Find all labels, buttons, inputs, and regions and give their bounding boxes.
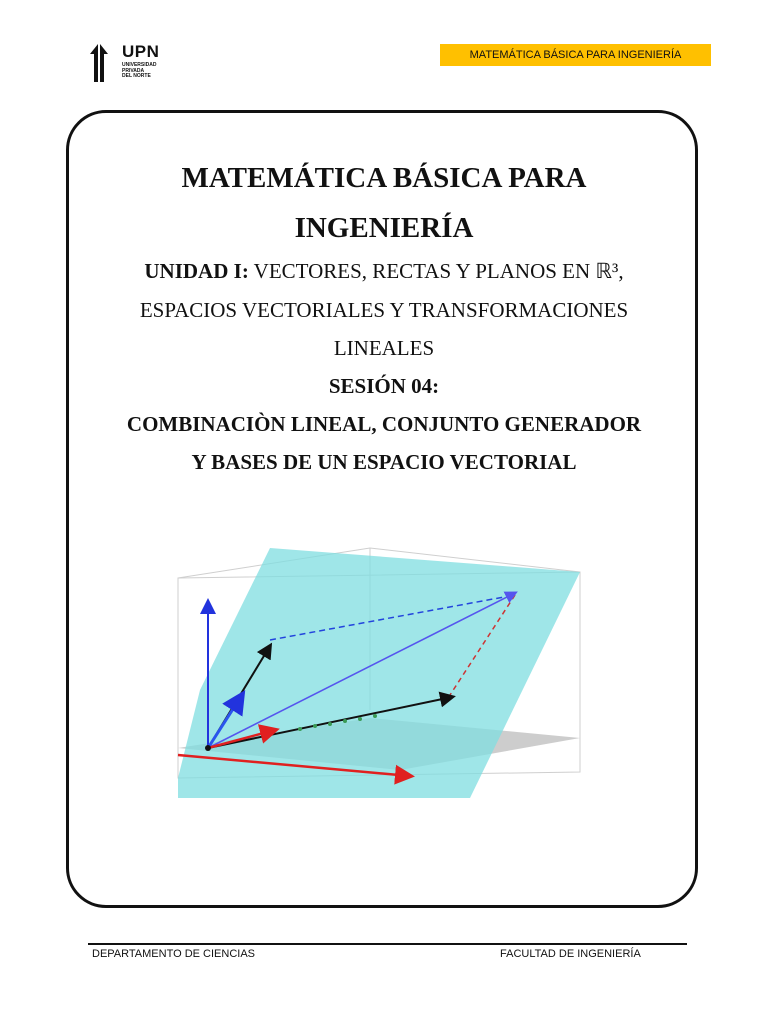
footer-rule bbox=[88, 943, 687, 945]
upn-logo bbox=[88, 42, 208, 88]
course-badge: MATEMÁTICA BÁSICA PARA INGENIERÍA bbox=[440, 44, 711, 66]
course-title-line2: INGENIERÍA bbox=[294, 212, 474, 244]
unit-label: UNIDAD I: bbox=[144, 259, 249, 283]
logo-name: UPN bbox=[122, 42, 160, 61]
unit-line2: ESPACIOS VECTORIALES Y TRANSFORMACIONES bbox=[139, 298, 629, 322]
footer-faculty: FACULTAD DE INGENIERÍA bbox=[500, 948, 641, 960]
vector-space-figure bbox=[170, 540, 590, 800]
unit-line1 bbox=[0, 259, 768, 284]
session-title-line1: COMBINACIÒN LINEAL, CONJUNTO GENERADOR bbox=[126, 412, 642, 436]
logo-subtitle: UNIVERSIDAD PRIVADA DEL NORTE bbox=[122, 62, 157, 79]
unit-line3: LINEALES bbox=[333, 336, 435, 360]
unit-text: VECTORES, RECTAS Y PLANOS EN ℝ³, bbox=[248, 259, 624, 283]
course-title-line1: MATEMÁTICA BÁSICA PARA bbox=[181, 162, 587, 194]
footer-department: DEPARTAMENTO DE CIENCIAS bbox=[92, 948, 255, 960]
upn-logo-mark-icon bbox=[88, 42, 118, 82]
session-label: SESIÓN 04: bbox=[328, 374, 440, 398]
session-title-line2: Y BASES DE UN ESPACIO VECTORIAL bbox=[191, 450, 577, 474]
